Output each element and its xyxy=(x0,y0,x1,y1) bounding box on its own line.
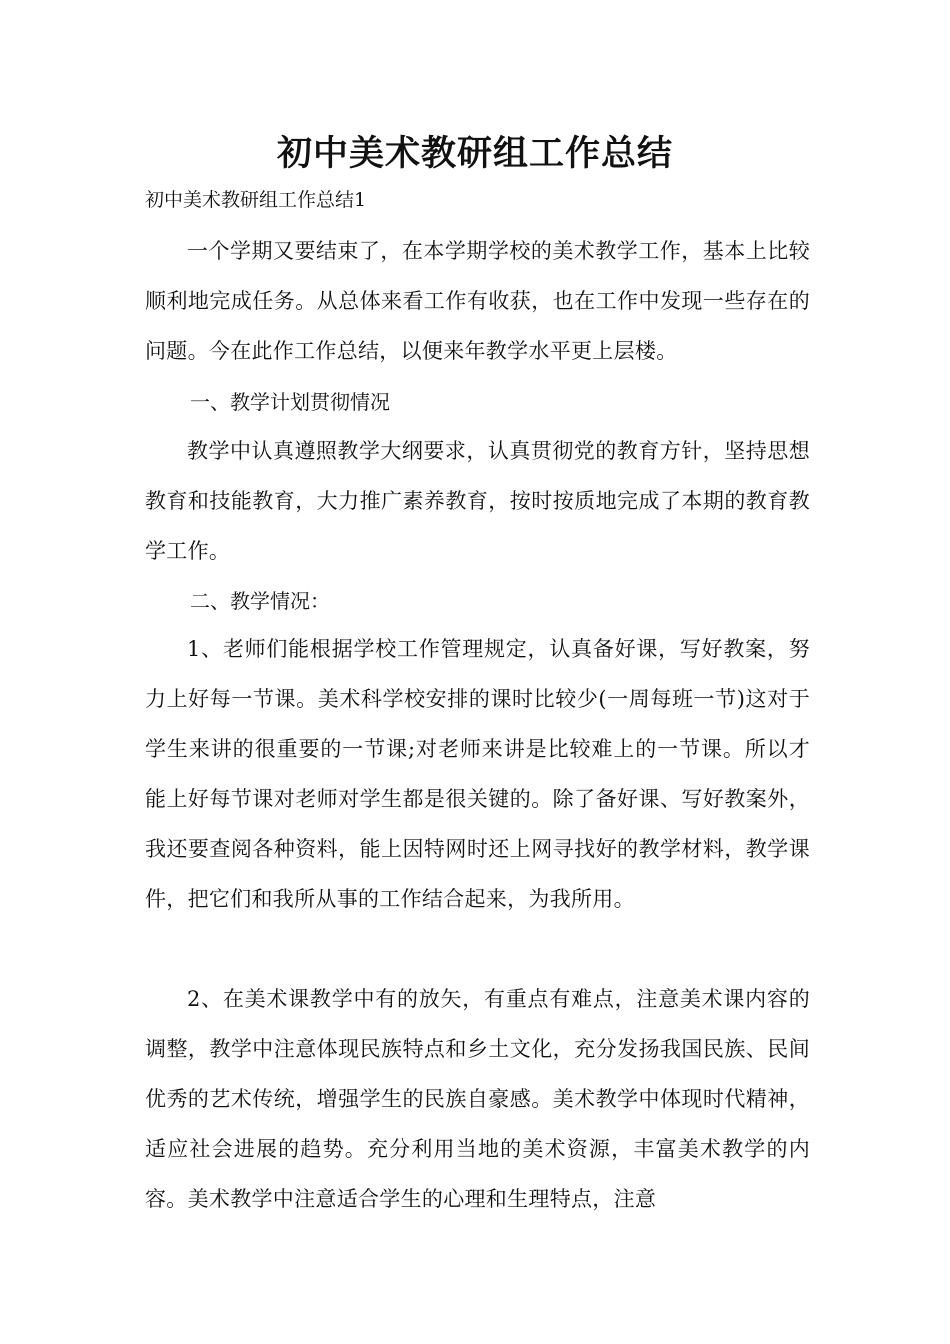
section1-paragraph: 教学中认真遵照教学大纲要求，认真贯彻党的教育方针，坚持思想教育和技能教育，大力推广素养教育，按时按质地完成了本期的教育教学工作。 xyxy=(145,439,810,563)
item1-paragraph: 1、老师们能根据学校工作管理规定，认真备好课，写好教案，努力上好每一节课。美术科学校安排的课时比较少(一周每班一节)这对于学生来讲的很重要的一节课;对老师来讲是比较难上的一节课。所以才能上好每节课对老师对学生都是很关键的。除了备好课、写好教案外，我还要查阅各种资料，能上因特网时还上网寻找好的教学材料，教学课件，把它们和我所从事的工作结合起来，为我所用。 xyxy=(145,637,810,911)
intro-paragraph: 一个学期又要结束了，在本学期学校的美术教学工作，基本上比较顺利地完成任务。从总体来看工作有收获，也在工作中发现一些存在的问题。今在此作工作总结，以便来年教学水平更上层楼。 xyxy=(145,239,810,363)
item2-paragraph: 2、在美术课教学中有的放矢，有重点有难点，注意美术课内容的调整，教学中注意体现民族特点和乡土文化，充分发扬我国民族、民间优秀的艺术传统，增强学生的民族自豪感。美术教学中体现时代精神，适应社会进展的趋势。充分利用当地的美术资源，丰富美术教学的内容。美术教学中注意适合学生的心理和生理特点，注意 xyxy=(145,987,810,1211)
document-title: 初中美术教研组工作总结 xyxy=(276,134,673,174)
section1-heading: 一、教学计划贯彻情况 xyxy=(190,390,390,414)
section2-heading: 二、教学情况： xyxy=(190,589,330,613)
document-subtitle: 初中美术教研组工作总结1 xyxy=(145,189,367,211)
